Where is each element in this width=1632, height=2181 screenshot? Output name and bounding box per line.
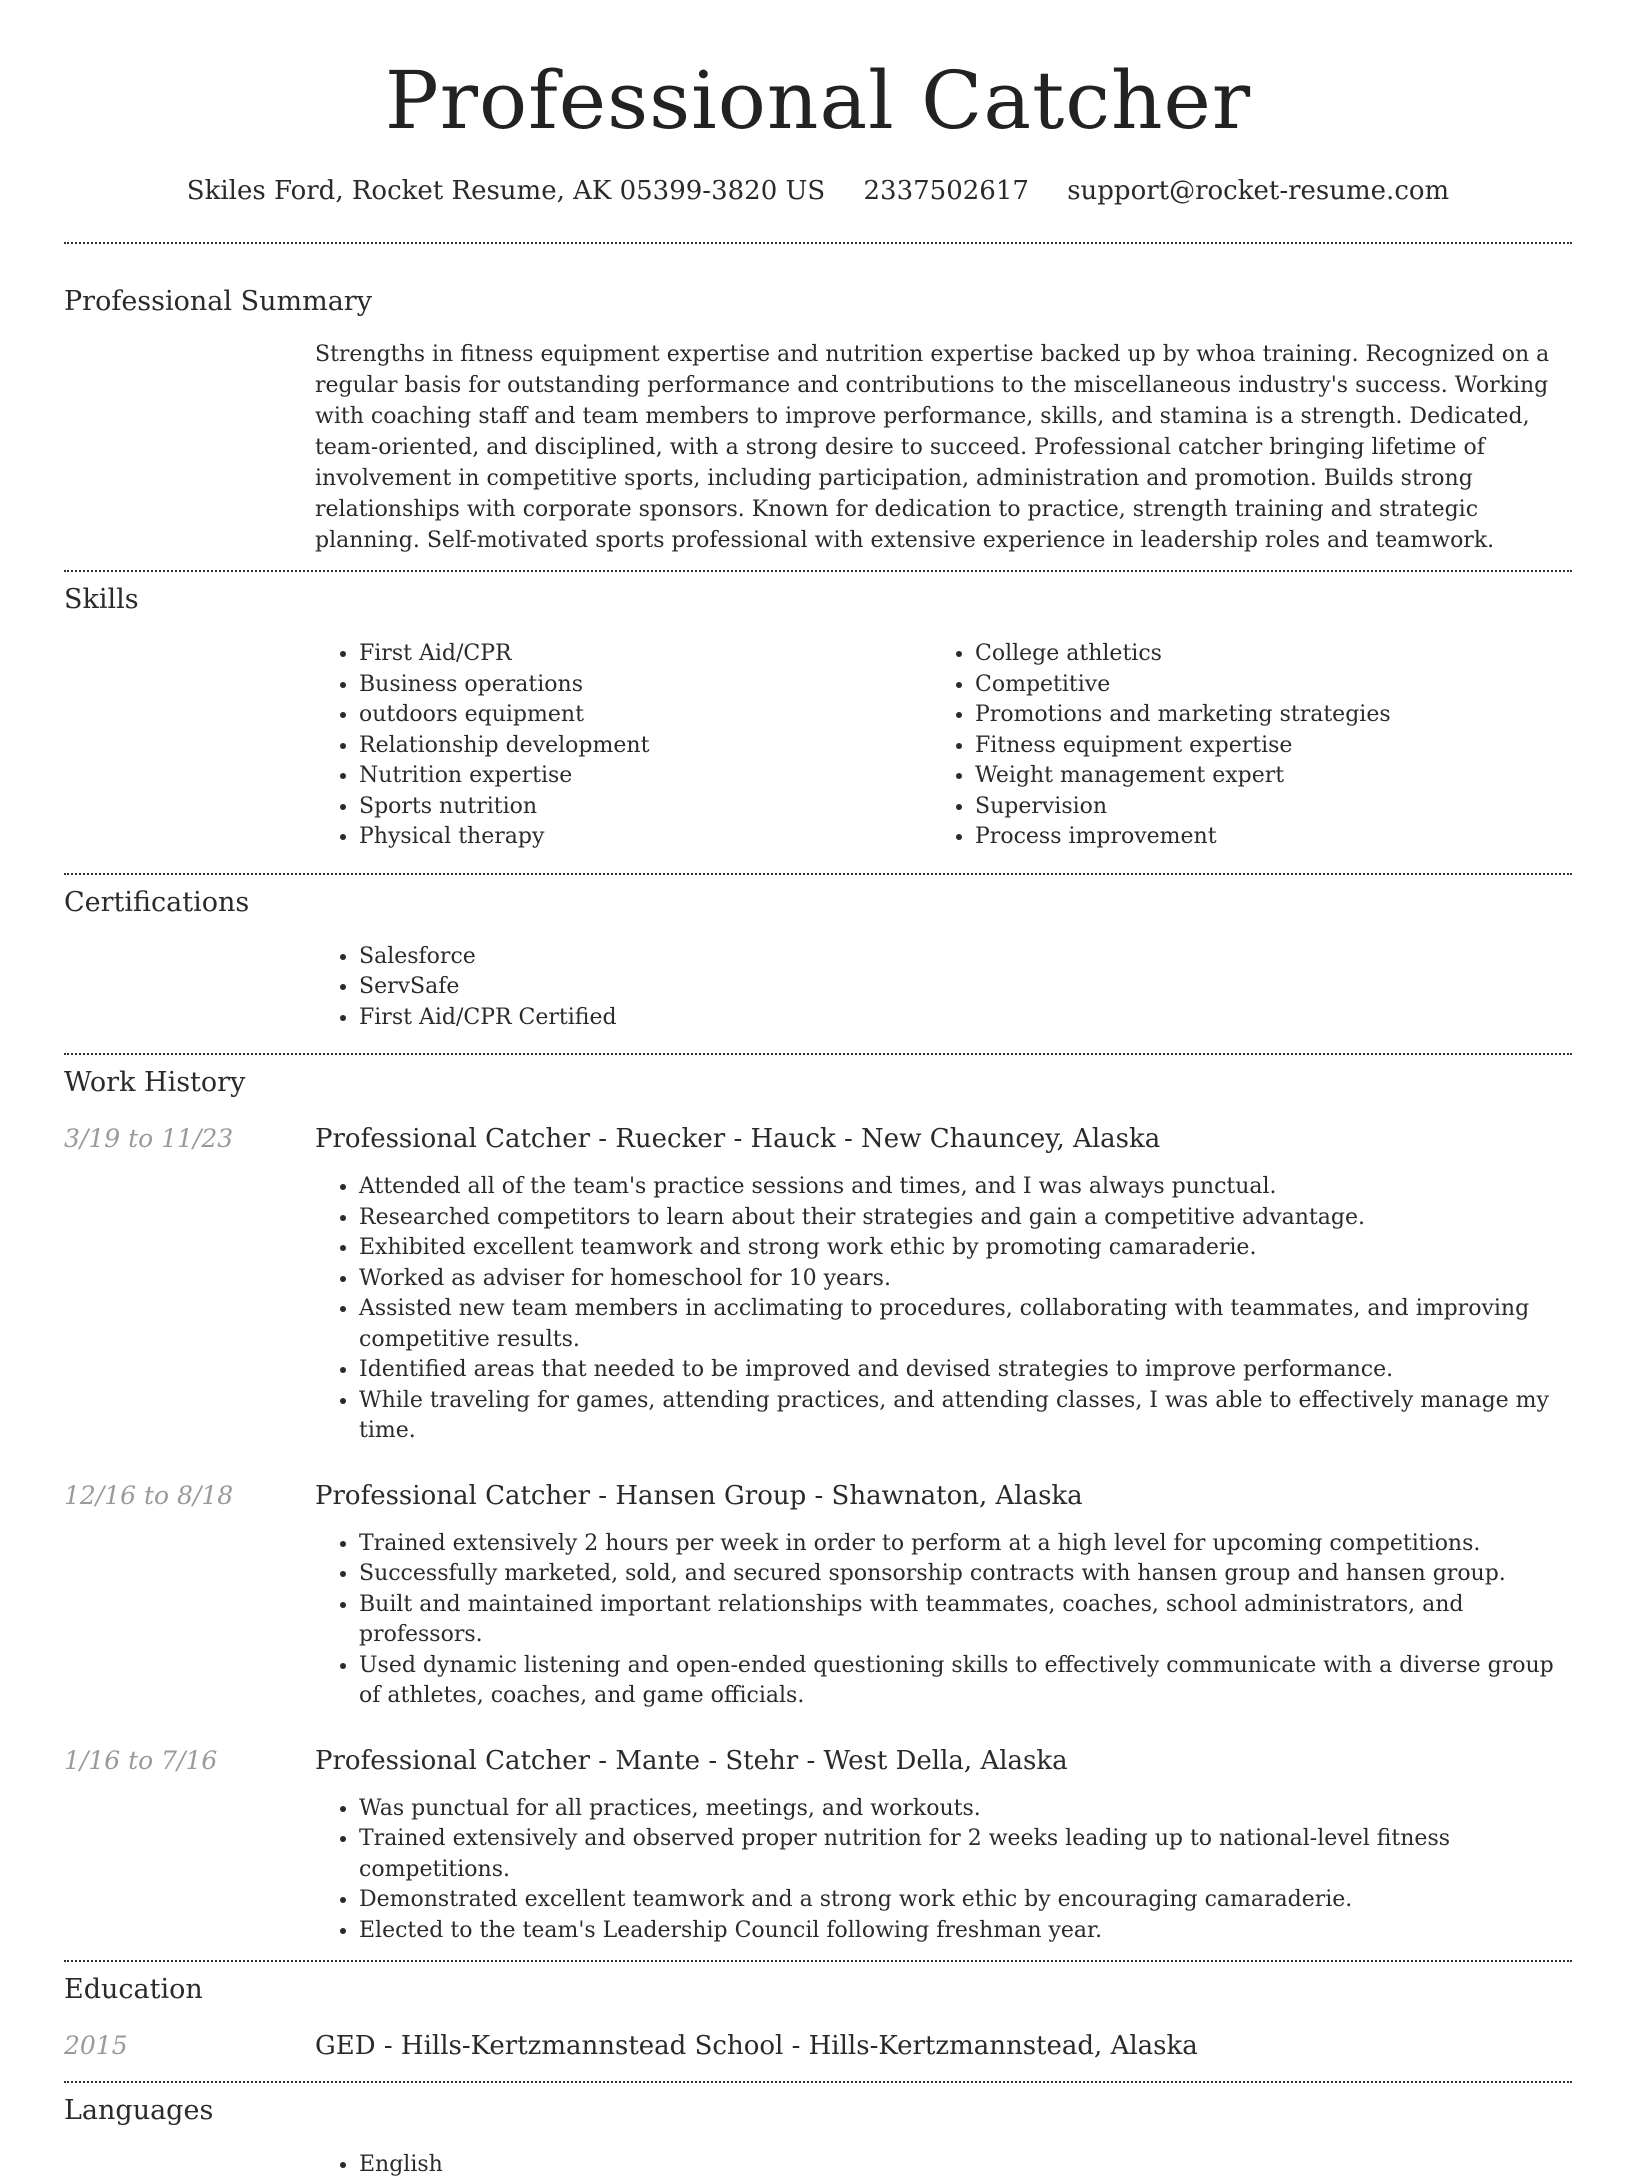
languages-section: [64, 2095, 1572, 2181]
education-entry: [64, 2031, 1572, 2061]
job-header: [64, 1124, 1572, 1154]
job-bullet: • Elected to the team's Leadership Council following freshman year.: [359, 1916, 1572, 1947]
email: support@rocket-resume.com: [1067, 176, 1450, 206]
skill-item: • College athletics: [975, 639, 1547, 670]
skill-item: • Fitness equipment expertise: [975, 731, 1547, 762]
job-bullet: • Trained extensively and observed proper nutrition for 2 weeks leading up to national-level fitness competitions.: [359, 1824, 1572, 1885]
skill-item: • Nutrition expertise: [359, 761, 931, 792]
job-heading: Professional Catcher - Ruecker - Hauck - New Chauncey, Alaska: [315, 1124, 1161, 1154]
contact-line: [64, 176, 1572, 206]
skill-item: • Supervision: [975, 792, 1547, 823]
job-entry: [64, 1124, 1572, 1447]
summary-section: [64, 286, 1572, 556]
job-bullet: • Researched competitors to learn about their strategies and gain a competitive advantage.: [359, 1203, 1572, 1234]
address: Skiles Ford, Rocket Resume, AK 05399-3820 US: [186, 176, 826, 206]
job-bullet: • Assisted new team members in acclimating to procedures, collaborating with teammates, and improving competitive results.: [359, 1294, 1572, 1355]
section-divider: [64, 570, 1572, 572]
phone: 2337502617: [863, 176, 1029, 206]
skill-item: • Process improvement: [975, 822, 1547, 853]
resume-page: [64, 0, 1572, 2181]
certification-item: • ServSafe: [359, 972, 1572, 1003]
certification-item: • First Aid/CPR Certified: [359, 1003, 1572, 1034]
skill-item: • outdoors equipment: [359, 700, 931, 731]
job-date: 12/16 to 8/18: [64, 1480, 234, 1510]
skill-item: • Weight management expert: [975, 761, 1547, 792]
section-title-work: Work History: [64, 1067, 246, 1098]
skills-section: [64, 584, 1572, 853]
job-bullet: • Attended all of the team's practice sessions and times, and I was always punctual.: [359, 1172, 1572, 1203]
job-header: [64, 1746, 1572, 1776]
certifications-section: [64, 887, 1572, 1034]
job-bullets: [315, 1529, 1572, 1712]
education-heading: GED - Hills-Kertzmannstead School - Hills-Kertzmannstead, Alaska: [315, 2031, 1198, 2061]
job-date: 3/19 to 11/23: [64, 1124, 234, 1153]
job-heading: Professional Catcher - Mante - Stehr - West Della, Alaska: [315, 1745, 1068, 1776]
summary-text: Strengths in fitness equipment expertise and nutrition expertise backed up by whoa training. Recognized on a regular basis for outstanding performance and contributions to the miscellaneous industry's success. Working with coaching staff and team members to improve performance, skills, and stamina is a strength. Dedicated, team-oriented, and disciplined, with a strong desire to succeed. Professional catcher bringing lifetime of involvement in competitive sports, including participation, administration and promotion. Builds strong relationships with corporate sponsors. Known for dedication to practice, strength training and strategic planning. Self-motivated sports professional with extensive experience in leadership roles and teamwork.: [315, 342, 1550, 553]
job-bullet: • While traveling for games, attending practices, and attending classes, I was able to effectively manage my time.: [359, 1386, 1572, 1447]
certification-item: • Salesforce: [359, 942, 1572, 973]
skill-item: • Relationship development: [359, 731, 931, 762]
skill-item: • Sports nutrition: [359, 792, 931, 823]
section-divider: [64, 2081, 1572, 2083]
job-date: 1/16 to 7/16: [64, 1745, 218, 1775]
section-divider: [64, 1960, 1572, 1962]
job-bullet: • Worked as adviser for homeschool for 10 years.: [359, 1264, 1572, 1295]
job-heading: Professional Catcher - Hansen Group - Shawnaton, Alaska: [315, 1480, 1083, 1511]
languages-list: [315, 2150, 1572, 2181]
job-bullet: • Exhibited excellent teamwork and strong work ethic by promoting camaraderie.: [359, 1233, 1572, 1264]
skill-item: • Competitive: [975, 670, 1547, 701]
section-title-education: Education: [64, 1974, 203, 2005]
job-bullet: • Trained extensively 2 hours per week in order to perform at a high level for upcoming competitions.: [359, 1529, 1572, 1560]
job-entry: [64, 1746, 1572, 1947]
skill-item: • Promotions and marketing strategies: [975, 700, 1547, 731]
job-bullet: • Built and maintained important relationships with teammates, coaches, school administrators, and professors.: [359, 1590, 1572, 1651]
skills-list-right: [931, 639, 1547, 853]
jobs-list: [64, 1124, 1572, 1946]
skill-item: • First Aid/CPR: [359, 639, 931, 670]
certifications-list: [315, 942, 1572, 1034]
section-divider: [64, 873, 1572, 875]
candidate-name: Professional Catcher: [384, 54, 1252, 147]
skill-item: • Physical therapy: [359, 822, 931, 853]
job-entry: [64, 1481, 1572, 1712]
skill-item: • Business operations: [359, 670, 931, 701]
job-bullet: • Successfully marketed, sold, and secured sponsorship contracts with hansen group and hansen group.: [359, 1559, 1572, 1590]
education-section: [64, 1974, 1572, 2061]
job-bullets: [315, 1172, 1572, 1447]
job-header: [64, 1481, 1572, 1511]
section-title-certifications: Certifications: [64, 886, 250, 918]
section-title-languages: Languages: [64, 2095, 214, 2126]
education-date: 2015: [64, 2031, 128, 2060]
job-bullet: • Demonstrated excellent teamwork and a strong work ethic by encouraging camaraderie.: [359, 1885, 1572, 1916]
job-bullet: • Was punctual for all practices, meetings, and workouts.: [359, 1794, 1572, 1825]
work-section: [64, 1067, 1572, 1946]
section-divider: [64, 1053, 1572, 1055]
job-bullet: • Used dynamic listening and open-ended questioning skills to effectively communicate with a diverse group of athletes, coaches, and game officials.: [359, 1651, 1572, 1712]
language-item: • English: [359, 2150, 1572, 2181]
job-bullets: [315, 1794, 1572, 1947]
section-title-summary: Professional Summary: [64, 286, 372, 317]
job-bullet: • Identified areas that needed to be improved and devised strategies to improve performance.: [359, 1355, 1572, 1386]
skills-list-left: [315, 639, 931, 853]
section-title-skills: Skills: [64, 584, 139, 615]
header-divider: [64, 242, 1572, 244]
